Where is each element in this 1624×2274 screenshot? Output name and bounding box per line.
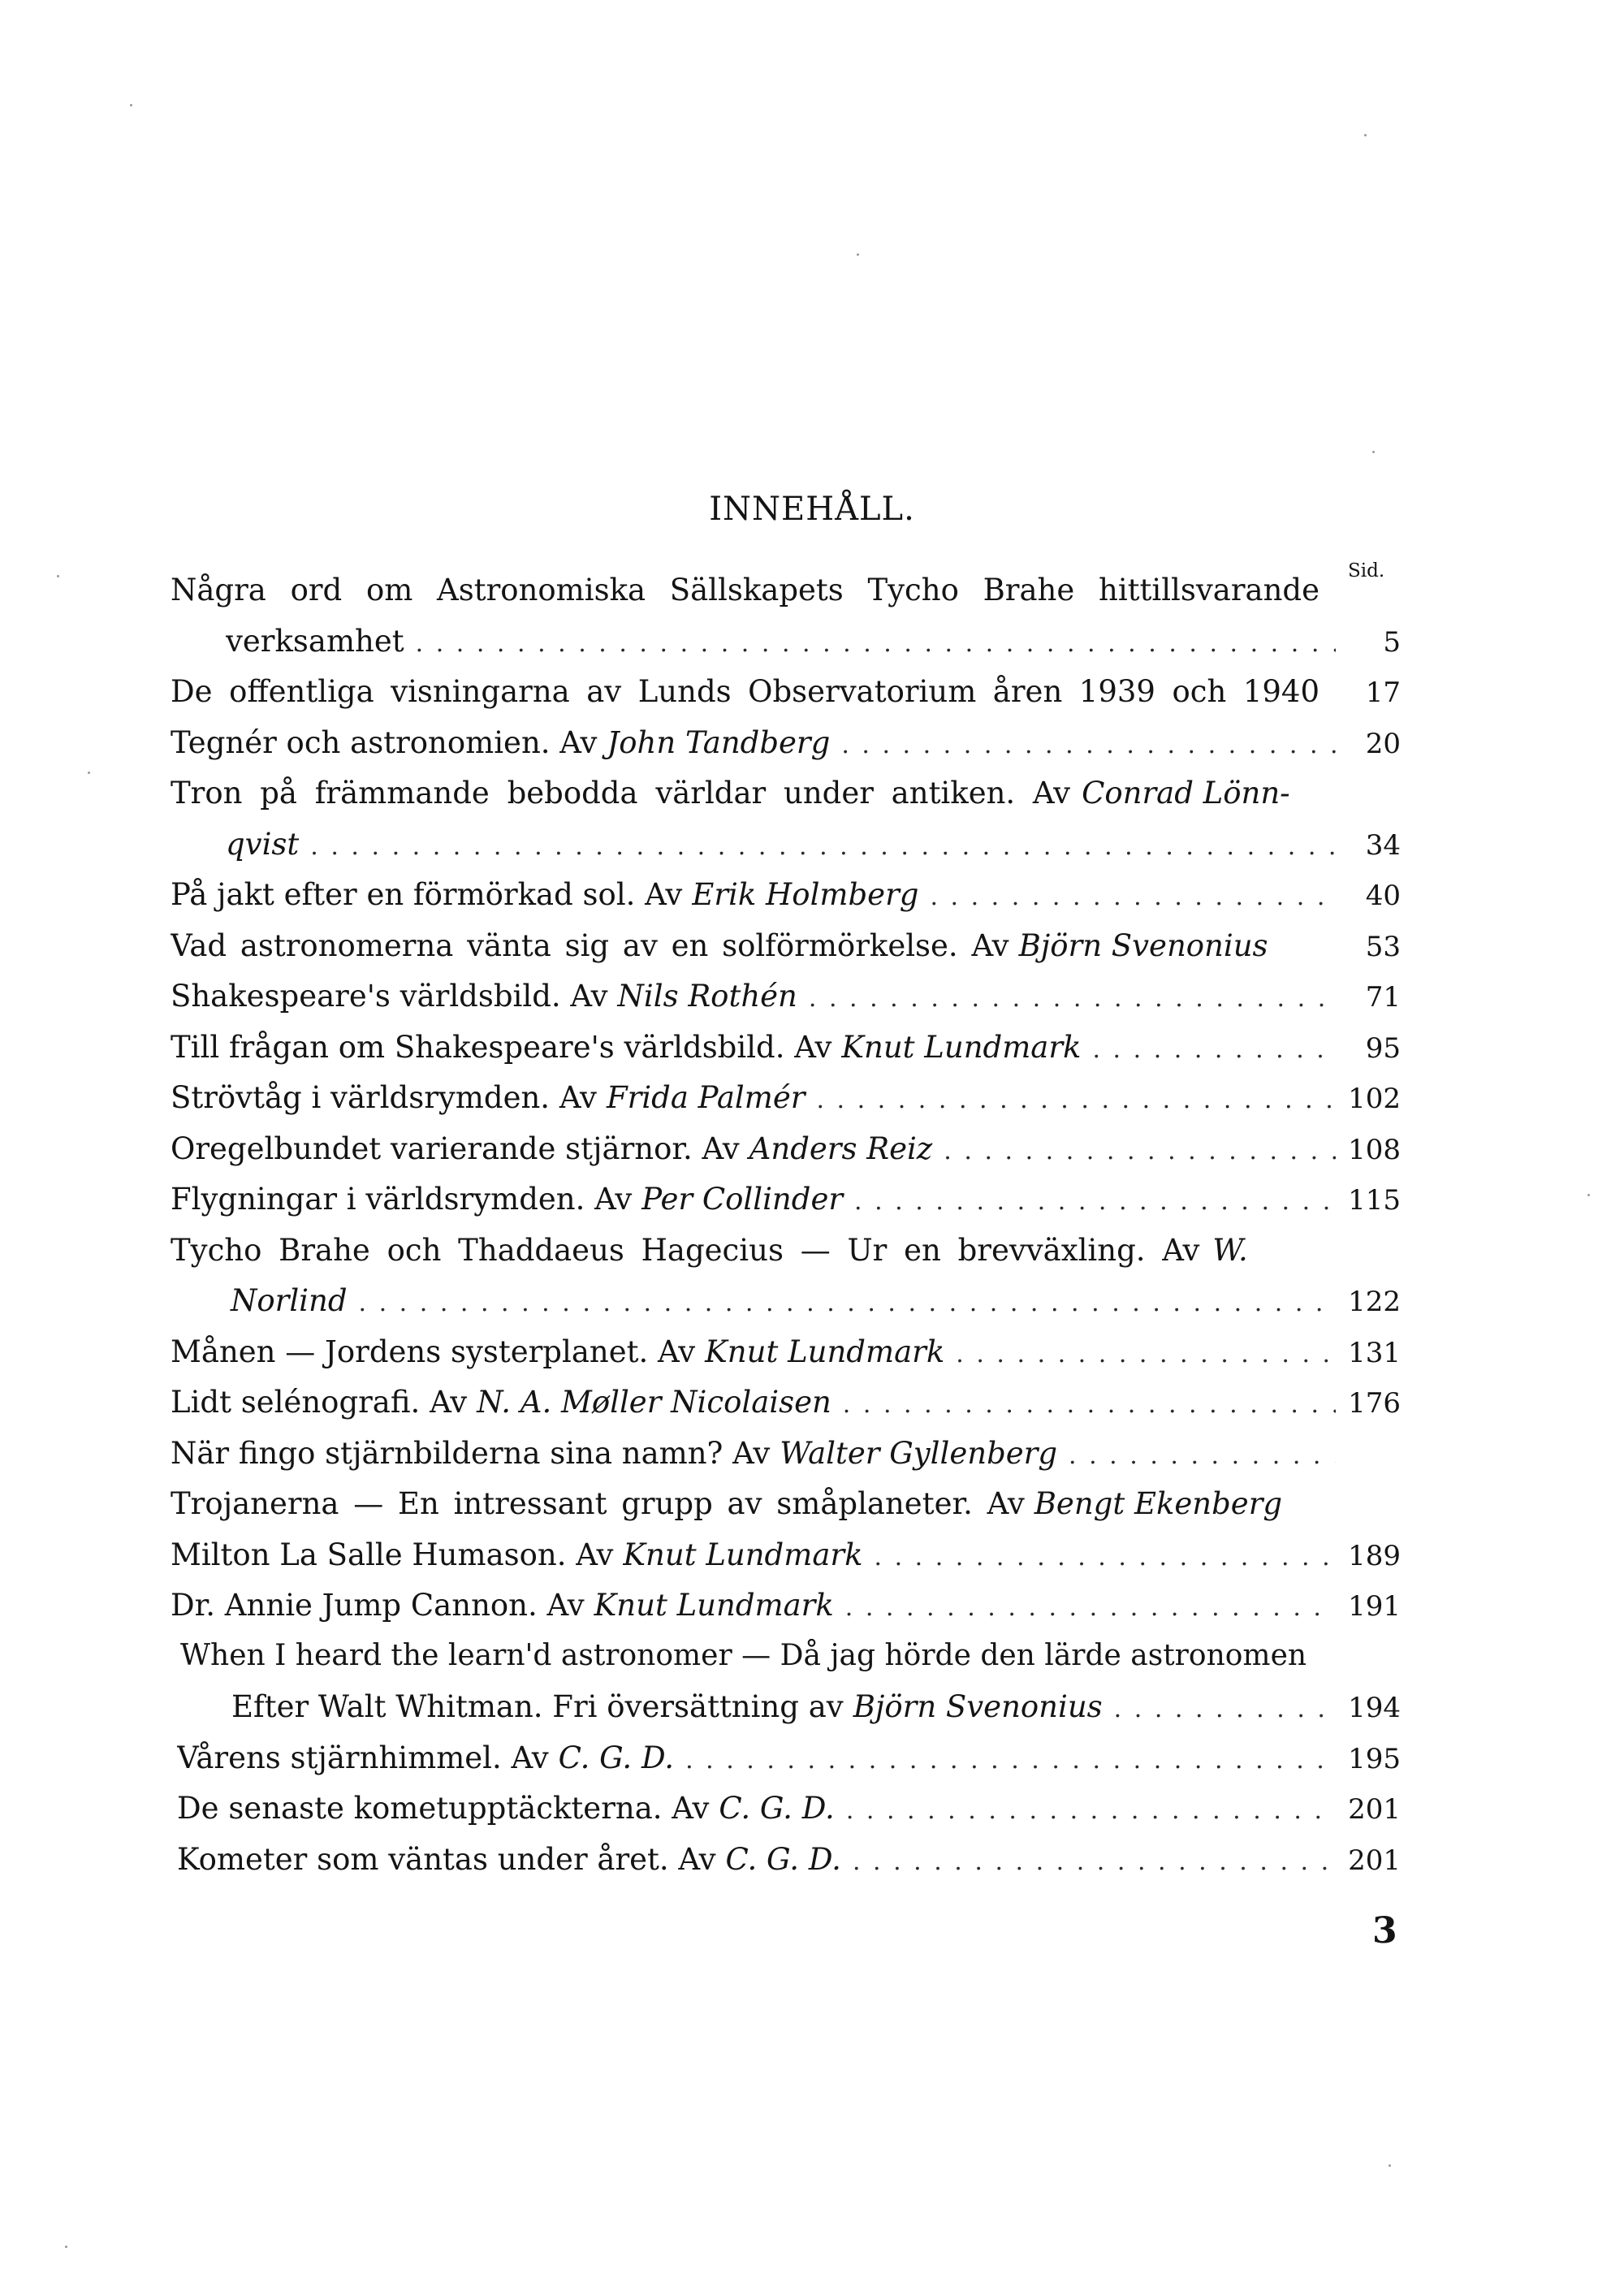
toc-line [171,1385,1401,1433]
toc-entry-author: Erik Holmberg [692,877,919,912]
toc-entry-author: Walter Gyllenberg [780,1436,1058,1471]
toc-entry-author: Frida Palmér [606,1080,806,1115]
toc-page-number: 194 [1348,1692,1401,1724]
toc-entry-author: qvist [226,827,300,862]
toc-entry-author: Per Collinder [641,1182,844,1217]
toc-entry-text: Några ord om Astronomiska Sällskapets Tycho Brahe hittillsvarande [171,573,1320,607]
toc-page-number: 131 [1348,1337,1401,1369]
toc-line [180,1639,1401,1688]
toc-line [171,1537,1401,1586]
toc-line [171,1233,1401,1282]
paper-speck [65,2246,67,2248]
toc-entry-text: Vårens stjärnhimmel. Av [177,1740,549,1775]
toc-page-number: 71 [1365,981,1401,1014]
toc-page-number: 201 [1348,1844,1401,1877]
toc-entry-author: John Tandberg [607,725,831,760]
toc-entry-text: På jakt efter en förmörkad sol. Av [171,877,683,912]
toc-entry-text: Tron på främmande bebodda världar under antiken. Av [171,776,1071,811]
leader-dots [1081,1035,1336,1064]
toc-line [171,776,1401,824]
toc-page-number: 176 [1348,1387,1401,1420]
toc-line [171,928,1401,977]
toc-line [177,1791,1401,1840]
toc-page-number: 191 [1348,1590,1401,1623]
toc-entry-author: C. G. D. [725,1842,841,1877]
page-column-label: Sid. [1348,560,1385,581]
leader-dots [944,1340,1336,1368]
toc-page-number: 5 [1383,626,1401,659]
toc-entry-text: Dr. Annie Jump Cannon. Av [171,1588,585,1623]
toc-page-number: 122 [1348,1286,1401,1318]
paper-speck [130,104,132,106]
toc-line [171,1182,1401,1230]
toc-line [171,979,1401,1027]
paper-speck [88,772,90,774]
toc-line [171,725,1401,774]
toc-entry-text: Tycho Brahe och Thaddaeus Hagecius — Ur en brevväxling. Av [171,1233,1200,1268]
toc-page-number: 95 [1365,1032,1401,1065]
toc-page-number: 201 [1348,1793,1401,1826]
leader-dots [834,1593,1336,1622]
leader-dots [1057,1442,1336,1470]
toc-entry-author: Björn Svenonius [853,1689,1103,1724]
toc-line [177,1842,1401,1891]
toc-line [171,1030,1401,1079]
toc-line [226,624,1401,672]
leader-dots [835,1796,1336,1825]
toc-entry-author: W. [1212,1233,1248,1268]
leader-dots [932,1137,1336,1165]
page-number: 3 [1372,1910,1397,1952]
toc-entry-text: Flygningar i världsrymden. Av [171,1182,633,1217]
toc-line [171,1436,1401,1485]
toc-line [171,573,1401,621]
leader-dots [1103,1695,1336,1723]
paper-speck [1587,1194,1590,1196]
toc-entry-text: verksamhet [226,624,404,659]
toc-entry-author: C. G. D. [558,1740,675,1775]
toc-entry-text: Oregelbundet varierande stjärnor. Av [171,1131,740,1166]
toc-line [171,1588,1401,1636]
toc-page-number: 195 [1348,1743,1401,1775]
toc-entry-text: Lidt selénografi. Av [171,1385,468,1420]
leader-dots [863,1543,1337,1571]
toc-line [171,1486,1401,1535]
toc-entry-author: Knut Lundmark [705,1334,945,1369]
leader-dots [841,1848,1336,1876]
leader-dots [843,1187,1336,1216]
toc-entry-author: Anders Reiz [749,1131,933,1166]
toc-entry-author: Knut Lundmark [594,1588,834,1623]
toc-entry-text: Strövtåg i världsrymden. Av [171,1080,597,1115]
leader-dots [348,1289,1336,1317]
toc-entry-text: Milton La Salle Humason. Av [171,1537,614,1572]
toc-page-number: 53 [1365,931,1401,963]
leader-dots [404,629,1336,658]
paper-speck [57,575,59,577]
toc-line [171,877,1401,926]
leader-dots [805,1086,1336,1114]
toc-entry-text: Efter Walt Whitman. Fri översättning av [231,1689,844,1724]
toc-page-number: 115 [1348,1184,1401,1217]
toc-line [171,674,1401,723]
leader-dots [831,1390,1336,1419]
toc-entry-author: Knut Lundmark [841,1030,1082,1065]
toc-entry-text: Kometer som väntas under året. Av [177,1842,716,1877]
toc-line [226,827,1401,875]
toc-line [171,1080,1401,1129]
toc-line [177,1740,1401,1789]
toc-page-number: 17 [1365,677,1401,709]
toc-entry-text: Till frågan om Shakespeare's världsbild. Av [171,1030,832,1065]
toc-entry-author: C. G. D. [719,1791,835,1826]
toc-page-number: 189 [1348,1540,1401,1572]
toc-page-number: 108 [1348,1134,1401,1166]
toc-page-number: 102 [1348,1083,1401,1115]
toc-line [171,1131,1401,1180]
toc-page-number: 20 [1365,728,1401,760]
toc-entry-text: Vad astronomerna vänta sig av en solförmörkelse. Av [171,928,1009,963]
toc-entry-author: Norlind [231,1283,348,1318]
toc-entry-text: Trojanerna — En intressant grupp av småplaneter. Av [171,1486,1025,1521]
toc-entry-text: When I heard the learn'd astronomer — Då jag hörde den lärde astronomen [180,1639,1307,1672]
toc-line [171,1334,1401,1383]
toc-entry-text: Shakespeare's världsbild. Av [171,979,608,1014]
toc-entry-text: När fingo stjärnbilderna sina namn? Av [171,1436,771,1471]
toc-entry-author: Bengt Ekenberg [1034,1486,1283,1521]
toc-entry-text: Månen — Jordens systerplanet. Av [171,1334,696,1369]
toc-entry-text: De offentliga visningarna av Lunds Observatorium åren 1939 och 1940 [171,674,1320,709]
toc-entry-text: Tegnér och astronomien. Av [171,725,598,760]
toc-entry-author: Björn Svenonius [1018,928,1268,963]
paper-speck [1389,2164,1391,2167]
page-title: INNEHÅLL. [709,491,915,528]
leader-dots [918,883,1336,911]
toc-line [231,1689,1401,1738]
paper-speck [857,253,859,256]
toc-page-number: 34 [1365,829,1401,862]
toc-entry-author: N. A. Møller Nicolaisen [477,1385,831,1420]
toc-line [226,1283,1401,1332]
toc-entry-author: Knut Lundmark [623,1537,863,1572]
leader-dots [797,984,1336,1013]
leader-dots [674,1746,1336,1775]
leader-dots [830,731,1336,759]
toc-entry-author: Nils Rothén [617,979,797,1014]
toc-entry-author: Conrad Lönn- [1082,776,1290,811]
paper-speck [1364,134,1367,136]
toc-entry-text: De senaste kometupptäckterna. Av [177,1791,710,1826]
paper-speck [1372,451,1375,453]
toc-page-number: 40 [1365,880,1401,912]
leader-dots [299,832,1336,861]
